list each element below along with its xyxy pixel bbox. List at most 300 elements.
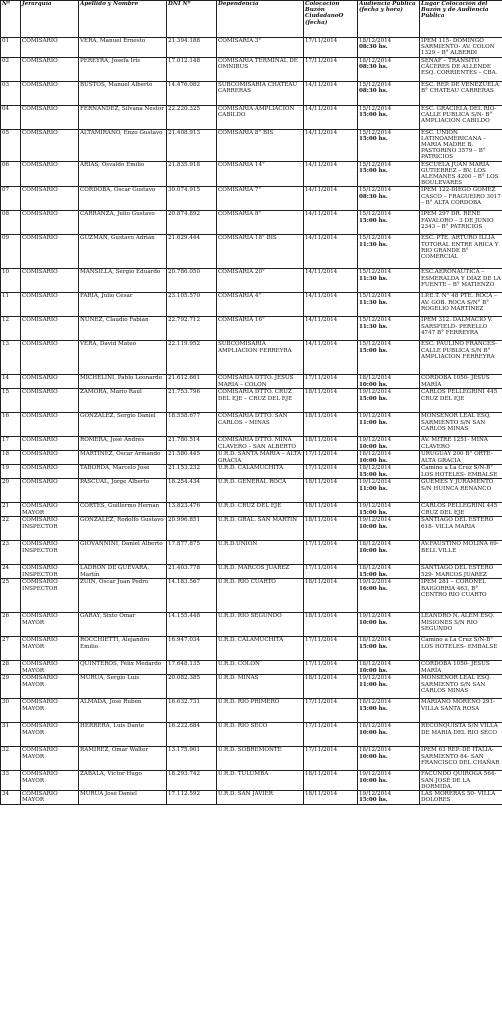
audiencia-hora: 11:00 hs. bbox=[359, 485, 388, 492]
cell-lugar: ESC. REP. DE VENEZUELA B° CHATEAU CARRERAS bbox=[420, 81, 502, 105]
cell-dni: 17.012.148 bbox=[167, 57, 217, 81]
cell-apellido: FARIA, Julio César bbox=[79, 293, 167, 317]
audiencia-hora: 15:00 hs. bbox=[359, 643, 388, 650]
cell-number: 10 bbox=[1, 269, 21, 293]
cell-audiencia bbox=[358, 791, 420, 805]
cell-lugar: CORDOBA 1050- JESÚS MARÍA bbox=[420, 661, 502, 675]
cell-dni: 13.823.476 bbox=[167, 503, 217, 517]
cell-jerarquia: COMISARIO MAYOR bbox=[21, 661, 79, 675]
cell-dni: 21.153.232 bbox=[167, 465, 217, 479]
cell-apellido: TABORDA, Marcelo José bbox=[79, 465, 167, 479]
cell-dependencia: COMISARIA DTTO. JESUS MARIA – COLON bbox=[217, 375, 304, 389]
cell-audiencia bbox=[358, 293, 420, 317]
cell-apellido: LADRÓN DE GUEVARA, Martín bbox=[79, 565, 167, 579]
audiencia-fecha: 15/12/2014 bbox=[359, 293, 392, 300]
cell-apellido: MURUA, Sergio Luis bbox=[79, 675, 167, 699]
cell-colocacion: 18/11/2014 bbox=[304, 389, 358, 413]
cell-dni: 21.753.796 bbox=[167, 389, 217, 413]
cell-apellido: ROCCHIETTI, Alejandro Emilio bbox=[79, 637, 167, 661]
cell-jerarquia: COMISARIO bbox=[21, 81, 79, 105]
cell-colocacion: 18/11/2014 bbox=[304, 613, 358, 637]
cell-jerarquia: COMISARIO bbox=[21, 465, 79, 479]
audiencia-fecha: 19/12/2014 bbox=[359, 517, 392, 524]
cell-audiencia bbox=[358, 699, 420, 723]
cell-audiencia bbox=[358, 465, 420, 479]
cell-apellido: PEREYRA, Josefa Iris bbox=[79, 57, 167, 81]
audiencia-fecha: 18/12/2014 bbox=[359, 38, 392, 44]
cell-jerarquia: COMISARIO bbox=[21, 235, 79, 269]
cell-dependencia: COMISARIA 4° bbox=[217, 293, 304, 317]
cell-dni: 23.105.570 bbox=[167, 293, 217, 317]
cell-lugar: I.P.E.T. N° 48 PTE. ROCA – AV. GOB. ROCA S/N° B° ROGELIO MARTÍNEZ bbox=[420, 293, 502, 317]
cell-number: 21 bbox=[1, 503, 21, 517]
cell-audiencia bbox=[358, 341, 420, 375]
cell-colocacion: 17/11/2014 bbox=[304, 699, 358, 723]
cell-dependencia: SUBCOMISARIA AMPLIACION FERREYRA bbox=[217, 341, 304, 375]
cell-dni: 21.394.188 bbox=[167, 38, 217, 58]
cell-number: 09 bbox=[1, 235, 21, 269]
cell-audiencia bbox=[358, 613, 420, 637]
table-row bbox=[1, 479, 502, 503]
cell-audiencia bbox=[358, 81, 420, 105]
cell-audiencia bbox=[358, 187, 420, 211]
cell-number: 23 bbox=[1, 541, 21, 565]
table-row bbox=[1, 81, 502, 105]
cell-dependencia: COMISARIA TERMINAL DE OMNIBUS bbox=[217, 57, 304, 81]
audiencia-hora: 15:00 hs. bbox=[359, 509, 388, 516]
cell-dependencia: COMISARIA 18° BIS bbox=[217, 235, 304, 269]
cell-apellido: RAMIREZ, Omar Walter bbox=[79, 747, 167, 771]
cell-number: 02 bbox=[1, 57, 21, 81]
cell-jerarquia: COMISARIO bbox=[21, 413, 79, 437]
audiencia-fecha: 19/12/2014 bbox=[359, 791, 392, 798]
cell-number: 25 bbox=[1, 579, 21, 613]
cell-dependencia: U.R.D. MARCOS JUAREZ bbox=[217, 565, 304, 579]
cell-colocacion: 17/11/2014 bbox=[304, 565, 358, 579]
cell-dni: 22.220.325 bbox=[167, 105, 217, 129]
cell-dni: 20.786.050 bbox=[167, 269, 217, 293]
cell-jerarquia: COMISARIO INSPECTOR bbox=[21, 517, 79, 541]
cell-lugar: Camino a La Cruz S/N-B° LOS HOTELES- EMBALSE bbox=[420, 637, 502, 661]
table-row bbox=[1, 389, 502, 413]
cell-apellido: ARIAS, Osvaldo Emilio bbox=[79, 161, 167, 187]
table-row bbox=[1, 675, 502, 699]
cell-lugar: LEANDRO N. ALEM ESQ. MISIONES S/N RIO SEGUNDO bbox=[420, 613, 502, 637]
cell-lugar: MONSEÑOR LEAL ESQ. SARMIENTO S/N SAN CARLOS MINAS bbox=[420, 675, 502, 699]
cell-dni: 17.648.135 bbox=[167, 661, 217, 675]
cell-audiencia bbox=[358, 161, 420, 187]
cell-jerarquia: COMISARIO INSPECTOR bbox=[21, 579, 79, 613]
cell-dependencia: COMISARIA 8° bbox=[217, 211, 304, 235]
audiencia-hora: 08:30 hs. bbox=[359, 87, 388, 94]
cell-apellido: VERA, David Mateo bbox=[79, 341, 167, 375]
cell-lugar: ESCUELA JUAN MARIA GUTIERREZ – BV. LOS ALEMANES 4200 – B° LOS BOULEVARES bbox=[420, 161, 502, 187]
header-apellido: Apellido y Nombre bbox=[79, 1, 167, 38]
cell-colocacion: 18/11/2014 bbox=[304, 675, 358, 699]
cell-dni: 21.780.514 bbox=[167, 437, 217, 451]
audiencia-fecha: 15/12/2014 bbox=[359, 211, 392, 218]
cell-lugar: IPEM 297 DR. RENE FAVALORO – 3 DE JUNIO 2343 – B° PATRICIOS bbox=[420, 211, 502, 235]
cell-dependencia: COMISARIA 7° bbox=[217, 187, 304, 211]
audiencia-fecha: 15/12/2014 bbox=[359, 161, 392, 168]
cell-number: 33 bbox=[1, 771, 21, 791]
cell-number: 34 bbox=[1, 791, 21, 805]
table-body bbox=[1, 38, 502, 805]
cell-lugar: CORDOBA 1050- JESÚS MARÍA bbox=[420, 375, 502, 389]
cell-lugar: GUEMES Y JURAMENTO S/N HUINCA RENANCO bbox=[420, 479, 502, 503]
cell-lugar: IPEM 122-DIEGO GOMEZ CASCO – FRAGUEIRO 3017 – B° ALTA CORDOBA bbox=[420, 187, 502, 211]
cell-number: 19 bbox=[1, 465, 21, 479]
header-n: Nº bbox=[1, 1, 21, 38]
cell-lugar: IPEM 281 – CORONEL BAIGORRIA 463, B° CENTRO RIO CUARTO bbox=[420, 579, 502, 613]
cell-audiencia bbox=[358, 771, 420, 791]
cell-dependencia: U.R.D. TULUMBA bbox=[217, 771, 304, 791]
audiencia-fecha: 18/12/2014 bbox=[359, 451, 392, 458]
table-row bbox=[1, 579, 502, 613]
cell-lugar: Camino a La Cruz S/N-B° LOS HOTELES- EMBALSE bbox=[420, 465, 502, 479]
audiencia-hora: 10:00 hs. bbox=[359, 753, 388, 760]
cell-colocacion: 14/11/2014 bbox=[304, 235, 358, 269]
cell-lugar: IPEM 312. DALMACIO V. SARSFIELD- PERELLO 4747 B° FERREYRA bbox=[420, 317, 502, 341]
table-row bbox=[1, 129, 502, 161]
audiencia-fecha: 18/12/2014 bbox=[359, 747, 392, 754]
cell-lugar: SANTIAGO DEL ESTERO 618- VILLA MARIA bbox=[420, 517, 502, 541]
cell-dni: 17.877.875 bbox=[167, 541, 217, 565]
audiencia-hora: 15:00 hs. bbox=[359, 347, 388, 354]
cell-jerarquia: COMISARIO INSPECTOR bbox=[21, 565, 79, 579]
cell-dependencia: COMISARIA DTTO. MINA CLAVERO – SAN ALBERTO bbox=[217, 437, 304, 451]
audiencia-hora: 10:00 hs. bbox=[359, 777, 388, 784]
cell-jerarquia: COMISARIO bbox=[21, 341, 79, 375]
audiencia-hora: 10:00 hs. bbox=[359, 729, 388, 736]
cell-jerarquia: COMISARIO MAYOR bbox=[21, 723, 79, 747]
cell-audiencia bbox=[358, 661, 420, 675]
cell-jerarquia: COMISARIO bbox=[21, 293, 79, 317]
cell-number: 32 bbox=[1, 747, 21, 771]
cell-jerarquia: COMISARIO bbox=[21, 187, 79, 211]
cell-jerarquia: COMISARIO bbox=[21, 375, 79, 389]
table-row bbox=[1, 771, 502, 791]
cell-jerarquia: COMISARIO bbox=[21, 57, 79, 81]
audiencia-hora: 16:00 hs. bbox=[359, 585, 388, 592]
audiencia-fecha: 19/12/2014 bbox=[359, 389, 392, 396]
cell-apellido: ALTAMIRANO, Enzo Gustavo bbox=[79, 129, 167, 161]
audiencia-fecha: 19/12/2014 bbox=[359, 413, 392, 420]
audiencia-fecha: 19/12/2014 bbox=[359, 503, 392, 510]
cell-colocacion: 17/11/2014 bbox=[304, 637, 358, 661]
table-row bbox=[1, 565, 502, 579]
cell-colocacion: 18/11/2014 bbox=[304, 437, 358, 451]
cell-audiencia bbox=[358, 723, 420, 747]
audiencia-fecha: 15/12/2014 bbox=[359, 269, 392, 276]
audiencia-hora: 11:30 hs. bbox=[359, 241, 388, 248]
audiencia-fecha: 19/12/2014 bbox=[359, 479, 392, 486]
cell-colocacion: 18/11/2014 bbox=[304, 579, 358, 613]
header-dni: DNI Nº bbox=[167, 1, 217, 38]
cell-colocacion: 18/11/2014 bbox=[304, 517, 358, 541]
audiencia-hora: 08:30 hs. bbox=[359, 193, 388, 200]
cell-number: 03 bbox=[1, 81, 21, 105]
table-row bbox=[1, 723, 502, 747]
cell-colocacion: 17/11/2014 bbox=[304, 38, 358, 58]
cell-lugar: RECONQUISTA S/N VILLA DE MARIA DEL RIO SECO bbox=[420, 723, 502, 747]
cell-dependencia: U.R.D. GRAL. SAN MARTIN bbox=[217, 517, 304, 541]
audiencia-fecha: 18/12/2014 bbox=[359, 541, 392, 548]
cell-colocacion: 14/11/2014 bbox=[304, 161, 358, 187]
cell-apellido: BUSTOS, Manuel Alberto bbox=[79, 81, 167, 105]
cell-dni: 14.155.448 bbox=[167, 613, 217, 637]
cell-apellido: MANSILLA, Sergio Eduardo bbox=[79, 269, 167, 293]
cell-jerarquia: COMISARIO INSPECTOR bbox=[21, 541, 79, 565]
cell-dependencia: COMISARIA 3° bbox=[217, 38, 304, 58]
cell-lugar: LAS MORERAS 50- VILLA DOLORES bbox=[420, 791, 502, 805]
audiencia-hora: 08:30 hs. bbox=[359, 44, 388, 51]
cell-audiencia bbox=[358, 479, 420, 503]
header-lugar: Lugar Colocación del Buzón y de Audiencia Pública bbox=[420, 1, 502, 38]
audiencia-hora: 15:00 hs. bbox=[359, 705, 388, 712]
table-row bbox=[1, 437, 502, 451]
cell-audiencia bbox=[358, 317, 420, 341]
cell-number: 07 bbox=[1, 187, 21, 211]
cell-number: 29 bbox=[1, 675, 21, 699]
cell-dni: 16.947.034 bbox=[167, 637, 217, 661]
cell-colocacion: 17/11/2014 bbox=[304, 747, 358, 771]
cell-dni: 13.175.901 bbox=[167, 747, 217, 771]
cell-apellido: QUINTEROS, Félix Medardo bbox=[79, 661, 167, 675]
audiencia-hora: 15:00 hs. bbox=[359, 571, 388, 578]
cell-audiencia bbox=[358, 235, 420, 269]
cell-dni: 16.632.731 bbox=[167, 699, 217, 723]
cell-lugar: MARIANO MORENO 291- VILLA SANTA ROSA bbox=[420, 699, 502, 723]
cell-number: 26 bbox=[1, 613, 21, 637]
cell-dependencia: U.R.D. SANTA MARIA – ALTA GRACIA bbox=[217, 451, 304, 465]
audiencia-hora: 11:30 hs. bbox=[359, 275, 388, 282]
cell-jerarquia: COMISARIO bbox=[21, 269, 79, 293]
audiencia-hora: 08:30 hs. bbox=[359, 63, 388, 70]
cell-jerarquia: COMISARIO MAYOR bbox=[21, 613, 79, 637]
cell-colocacion: 17/11/2014 bbox=[304, 465, 358, 479]
cell-number: 27 bbox=[1, 637, 21, 661]
cell-apellido: CARRANZA, Julio Gustavo bbox=[79, 211, 167, 235]
table-row bbox=[1, 269, 502, 293]
cell-apellido: ZAMORA, Mario Raúl bbox=[79, 389, 167, 413]
cell-number: 01 bbox=[1, 38, 21, 58]
cell-apellido: MICHELINI, Pablo Leonardo bbox=[79, 375, 167, 389]
audiencia-fecha: 18/12/2014 bbox=[359, 465, 392, 472]
table-row bbox=[1, 413, 502, 437]
table-row bbox=[1, 57, 502, 81]
cell-audiencia bbox=[358, 747, 420, 771]
cell-dni: 22.119.952 bbox=[167, 341, 217, 375]
cell-lugar: ESC. PTE. ARTURO ILLIA TOTORAL ENTRE ARICA Y RIO GRANDE B° COMERCIAL bbox=[420, 235, 502, 269]
cell-colocacion: 14/11/2014 bbox=[304, 293, 358, 317]
cell-apellido: GONZALEZ, Sergio Daniel bbox=[79, 413, 167, 437]
table-row bbox=[1, 451, 502, 465]
cell-audiencia bbox=[358, 105, 420, 129]
table-row bbox=[1, 375, 502, 389]
cell-dni: 14.183.567 bbox=[167, 579, 217, 613]
table-row bbox=[1, 747, 502, 771]
header-colocacion: Colocación Buzón CiudadanoO (fecha) bbox=[304, 1, 358, 38]
cell-dependencia: U.R.D. CALAMUCHITA bbox=[217, 637, 304, 661]
cell-jerarquia: COMISARIO bbox=[21, 105, 79, 129]
cell-apellido: NUÑEZ, Claudio Fabián bbox=[79, 317, 167, 341]
cell-colocacion: 14/11/2014 bbox=[304, 211, 358, 235]
cell-lugar: ESC. GRACIELA DEL RIO- CALLE PUBLICA S/N- B° AMPLIACION CABILDO bbox=[420, 105, 502, 129]
cell-jerarquia: COMISARIO bbox=[21, 437, 79, 451]
cell-audiencia bbox=[358, 517, 420, 541]
audiencia-hora: 10:00 hs. bbox=[359, 547, 388, 554]
cell-colocacion: 18/11/2014 bbox=[304, 479, 358, 503]
cell-dependencia: COMISARIA DTTO. CRUZ DEL EJE – CRUZ DEL EJE bbox=[217, 389, 304, 413]
cell-apellido: ZUIN, Oscar Juan Pedro bbox=[79, 579, 167, 613]
audiencia-hora: 10:00 hs. bbox=[359, 381, 388, 388]
audiencia-hora: 11:30 hs. bbox=[359, 323, 388, 330]
cell-apellido: FERNANDEZ, Silvana Néstor bbox=[79, 105, 167, 129]
cell-dni: 21.629.444 bbox=[167, 235, 217, 269]
cell-jerarquia: COMISARIO MAYOR bbox=[21, 699, 79, 723]
cell-audiencia bbox=[358, 579, 420, 613]
cell-dependencia: U.R.D. RIO CUARTO bbox=[217, 579, 304, 613]
table-row bbox=[1, 637, 502, 661]
cell-dependencia: U.R.D. RIO PRIMERO bbox=[217, 699, 304, 723]
cell-lugar: CARLOS PELLEGRINI 445 CRUZ DEL EJE bbox=[420, 389, 502, 413]
audiencia-hora: 15:00 hs. bbox=[359, 111, 388, 118]
audiencia-fecha: 19/12/2014 bbox=[359, 771, 392, 778]
cell-colocacion: 17/11/2014 bbox=[304, 375, 358, 389]
cell-number: 05 bbox=[1, 129, 21, 161]
cell-audiencia bbox=[358, 565, 420, 579]
cell-dependencia: SUBCOMISARIA CHATEAU CARRERAS bbox=[217, 81, 304, 105]
audiencia-fecha: 18/12/2014 bbox=[359, 699, 392, 706]
cell-dependencia: U.R.D. RIO SECO bbox=[217, 723, 304, 747]
cell-audiencia bbox=[358, 437, 420, 451]
cell-number: 14 bbox=[1, 375, 21, 389]
cell-jerarquia: COMISARIO MAYOR bbox=[21, 637, 79, 661]
cell-number: 11 bbox=[1, 293, 21, 317]
cell-apellido: HERRERA, Luis Dante bbox=[79, 723, 167, 747]
cell-jerarquia: COMISARIO MAYOR bbox=[21, 503, 79, 517]
cell-colocacion: 14/11/2014 bbox=[304, 341, 358, 375]
cell-jerarquia: COMISARIO MAYOR bbox=[21, 675, 79, 699]
cell-lugar: IPEM 63 REP. DE ITALIA- SARMIENTO 84- SAN FRANCISCO DEL CHAÑAR bbox=[420, 747, 502, 771]
cell-dependencia: U.R.D. GENERAL ROCA bbox=[217, 479, 304, 503]
cell-dni: 30.074.915 bbox=[167, 187, 217, 211]
cell-dni: 21.580.445 bbox=[167, 451, 217, 465]
table-row bbox=[1, 293, 502, 317]
table-row bbox=[1, 791, 502, 805]
cell-jerarquia: COMISARIO bbox=[21, 479, 79, 503]
cell-colocacion: 14/11/2014 bbox=[304, 317, 358, 341]
cell-number: 17 bbox=[1, 437, 21, 451]
cell-lugar: AV. MITRE 1251- MINA CLAVERO bbox=[420, 437, 502, 451]
cell-audiencia bbox=[358, 541, 420, 565]
audiencia-fecha: 19/12/2014 bbox=[359, 675, 392, 682]
table-row bbox=[1, 661, 502, 675]
cell-lugar: URUGUAY 200 B° ORTE- ALTA GRACIA bbox=[420, 451, 502, 465]
audiencia-hora: 10:00 hs. bbox=[359, 457, 388, 464]
cell-dependencia: U.R.D. COLON bbox=[217, 661, 304, 675]
cell-apellido: GARAY, Sixto Omar bbox=[79, 613, 167, 637]
cell-number: 28 bbox=[1, 661, 21, 675]
table-row bbox=[1, 105, 502, 129]
cell-jerarquia: COMISARIO bbox=[21, 38, 79, 58]
table-row bbox=[1, 341, 502, 375]
audiencia-fecha: 18/12/2014 bbox=[359, 661, 392, 668]
table-row bbox=[1, 503, 502, 517]
table-row bbox=[1, 211, 502, 235]
cell-dependencia: COMISARIA 20° bbox=[217, 269, 304, 293]
table-row bbox=[1, 317, 502, 341]
cell-apellido: GIOVANNINI, Daniel Alberto bbox=[79, 541, 167, 565]
table-row bbox=[1, 613, 502, 637]
cell-colocacion: 17/11/2014 bbox=[304, 723, 358, 747]
cell-jerarquia: COMISARIO MAYOR bbox=[21, 771, 79, 791]
cell-colocacion: 18/11/2014 bbox=[304, 413, 358, 437]
cell-dependencia: COMISARIA 16° bbox=[217, 317, 304, 341]
cell-colocacion: 18/11/2014 bbox=[304, 503, 358, 517]
audiencia-fecha: 18/12/2014 bbox=[359, 565, 392, 572]
audiencia-hora: 15:00 hs. bbox=[359, 797, 388, 804]
cell-lugar: CARLOS PELLEGRINI 445 CRUZ DEL EJE bbox=[420, 503, 502, 517]
header-dependencia: Dependencia bbox=[217, 1, 304, 38]
audiencia-fecha: 18/12/2014 bbox=[359, 723, 392, 730]
cell-dependencia: U.R.D. MINAS bbox=[217, 675, 304, 699]
cell-number: 18 bbox=[1, 451, 21, 465]
cell-dni: 16.222.684 bbox=[167, 723, 217, 747]
audiencia-fecha: 19/12/2014 bbox=[359, 613, 392, 620]
cell-jerarquia: COMISARIO MAYOR bbox=[21, 747, 79, 771]
audiencia-fecha: 18/12/2014 bbox=[359, 375, 392, 382]
cell-audiencia bbox=[358, 211, 420, 235]
cell-apellido: CORDOBA, Oscar Gustavo bbox=[79, 187, 167, 211]
table-row bbox=[1, 699, 502, 723]
cell-dependencia: U.R.D. CRUZ DEL EJE bbox=[217, 503, 304, 517]
audiencia-hora: 15:00 hs. bbox=[359, 217, 388, 224]
cell-dependencia: U.R.D. SOBREMONTE bbox=[217, 747, 304, 771]
cell-jerarquia: COMISARIO MAYOR bbox=[21, 791, 79, 805]
cell-dni: 14.476.082 bbox=[167, 81, 217, 105]
cell-dni: 21.835.918 bbox=[167, 161, 217, 187]
cell-number: 08 bbox=[1, 211, 21, 235]
cell-dni: 20.996.851 bbox=[167, 517, 217, 541]
cell-apellido: ZABALA, Víctor Hugo bbox=[79, 771, 167, 791]
cell-apellido: GONZÁLEZ, Rodolfo Gustavo bbox=[79, 517, 167, 541]
cell-dependencia: COMISARIA 8° BIS bbox=[217, 129, 304, 161]
cell-audiencia bbox=[358, 503, 420, 517]
cell-colocacion: 14/11/2014 bbox=[304, 269, 358, 293]
cell-apellido: ROMERA, José Andrés bbox=[79, 437, 167, 451]
cell-number: 15 bbox=[1, 389, 21, 413]
cell-apellido: ALMADA, José Rubén bbox=[79, 699, 167, 723]
audiencia-fecha: 15/12/2014 bbox=[359, 187, 392, 194]
audiencia-fecha: 15/12/2014 bbox=[359, 341, 392, 348]
audiencia-fecha: 15/12/2014 bbox=[359, 105, 392, 112]
cell-colocacion: 14/11/2014 bbox=[304, 105, 358, 129]
cell-audiencia bbox=[358, 269, 420, 293]
cell-apellido: VERA, Manuel Ernesto bbox=[79, 38, 167, 58]
cell-number: 20 bbox=[1, 479, 21, 503]
cell-number: 13 bbox=[1, 341, 21, 375]
cell-dni: 22.792.712 bbox=[167, 317, 217, 341]
audiencia-fecha: 15/12/2014 bbox=[359, 235, 392, 242]
cell-dni: 20.874.892 bbox=[167, 211, 217, 235]
cell-number: 24 bbox=[1, 565, 21, 579]
audiencia-hora: 15:00 hs. bbox=[359, 471, 388, 478]
cell-apellido: CORTES, Guillermo Hernán bbox=[79, 503, 167, 517]
cell-apellido: GUZMAN, Gustavo Adrián bbox=[79, 235, 167, 269]
audiencia-hora: 10:00 hs. bbox=[359, 443, 388, 450]
